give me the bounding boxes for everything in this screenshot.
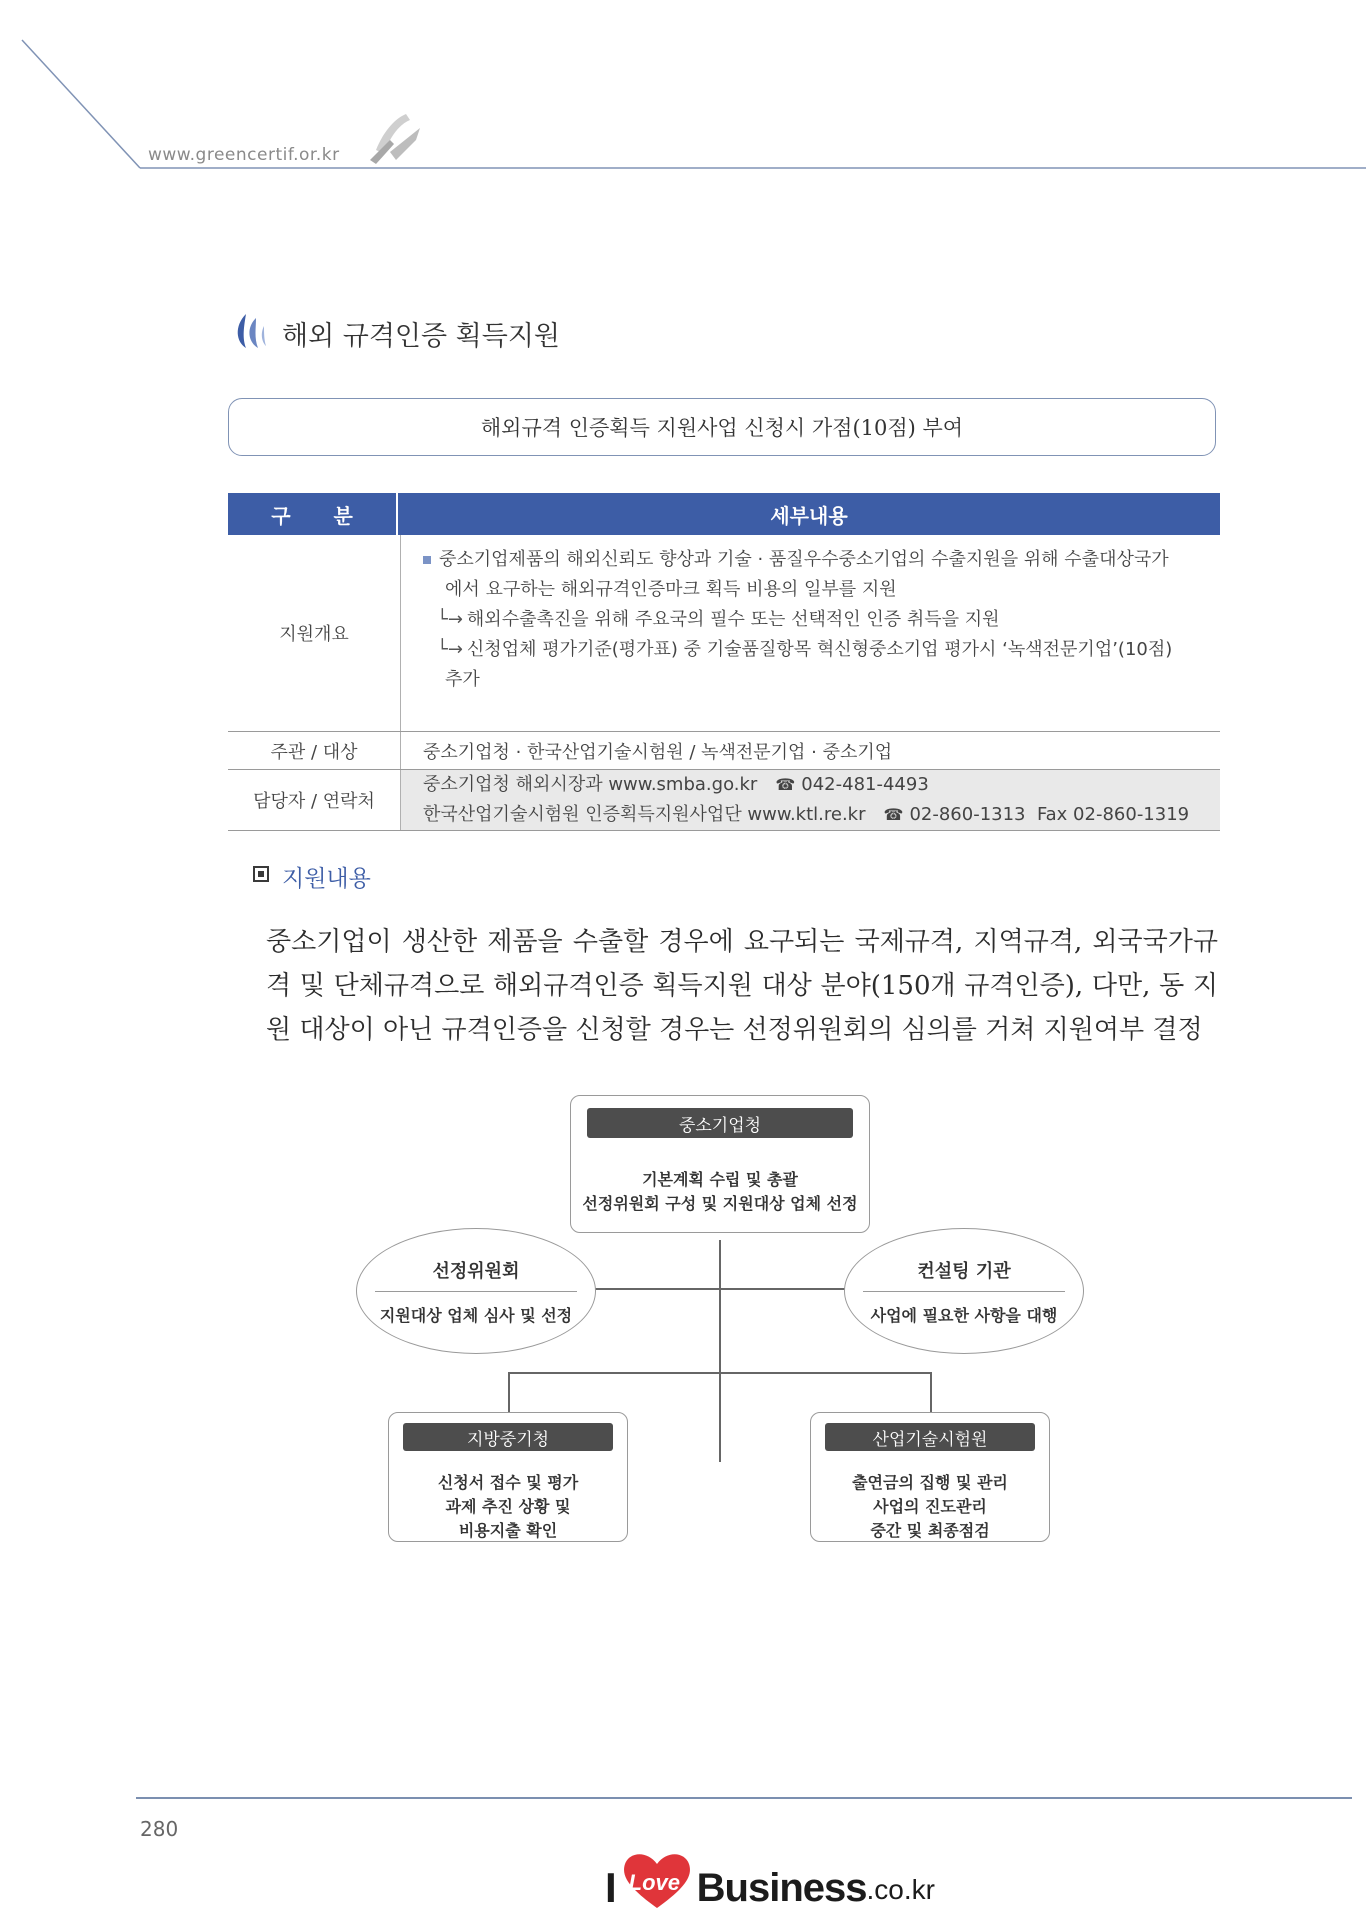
logo-love-text: Love xyxy=(628,1870,681,1895)
subsection-title: 지원내용 xyxy=(282,866,371,892)
node-text: 출연금의 집행 및 관리 xyxy=(852,1473,1008,1492)
contact-org: 중소기업청 해외시장과 www.smba.go.kr xyxy=(423,774,758,795)
node-title: 선정위원회 xyxy=(432,1261,520,1282)
diagram-node-bottom-right xyxy=(810,1412,1050,1542)
node-text: 사업에 필요한 사항을 대행 xyxy=(870,1306,1058,1325)
sub-arrow-icon: └→ xyxy=(437,609,463,630)
contact-tel: 042-481-4493 xyxy=(801,774,929,795)
ribbon-logo-icon xyxy=(366,110,422,166)
heart-icon xyxy=(621,1850,693,1910)
node-title: 지방중기청 xyxy=(403,1423,613,1451)
node-title: 중소기업청 xyxy=(587,1108,853,1138)
footer-rule xyxy=(136,1797,1352,1799)
diagram-node-left xyxy=(356,1228,596,1354)
node-text: 사업의 진도관리 xyxy=(873,1497,987,1516)
contact-tel: 02-860-1313 xyxy=(909,804,1026,825)
table-row xyxy=(228,535,1220,732)
overview-line: 신청업체 평가기준(평가표) 중 기술품질항목 혁신형중소기업 평가시 ‘녹색전문기업’(10점) xyxy=(466,639,1173,660)
row-label: 담당자 / 연락처 xyxy=(228,770,401,830)
logo-letter: I xyxy=(605,1864,617,1911)
contact-fax: Fax 02-860-1319 xyxy=(1036,804,1190,825)
overview-line: 에서 요구하는 해외규격인증마크 획득 비용의 일부를 지원 xyxy=(445,579,897,600)
node-text: 기본계획 수립 및 총괄 xyxy=(642,1170,798,1189)
diagram-node-top xyxy=(570,1095,870,1233)
connector-line xyxy=(930,1372,932,1412)
header-url: www.greencertif.or.kr xyxy=(148,145,340,165)
node-text: 비용지출 확인 xyxy=(458,1521,558,1540)
node-text: 과제 추진 상황 및 xyxy=(445,1497,571,1516)
row-label: 주관 / 대상 xyxy=(228,732,401,769)
connector-line xyxy=(719,1240,721,1462)
contact-org: 한국산업기술시험원 인증획득지원사업단 www.ktl.re.kr xyxy=(423,804,866,825)
leaf-icon xyxy=(232,312,268,352)
separator xyxy=(863,1291,1065,1292)
highlight-banner: 해외규격 인증획득 지원사업 신청시 가점(10점) 부여 xyxy=(228,398,1216,456)
connector-line xyxy=(508,1372,932,1374)
row-content: 중소기업청 · 한국산업기술시험원 / 녹색전문기업 · 중소기업 xyxy=(423,741,893,763)
sub-arrow-icon: └→ xyxy=(437,639,463,660)
page-number: 280 xyxy=(140,1817,179,1841)
info-table xyxy=(228,493,1220,831)
logo-domain-text: .co.kr xyxy=(866,1874,935,1905)
section-title: 해외 규격인증 획득지원 xyxy=(282,321,560,352)
table-row xyxy=(228,770,1220,831)
overview-line: 추가 xyxy=(445,669,480,690)
overview-line: 해외수출촉진을 위해 주요국의 필수 또는 선택적인 인증 취득을 지원 xyxy=(466,609,1000,630)
row-label: 지원개요 xyxy=(228,535,401,731)
connector-line xyxy=(595,1288,845,1290)
logo-business-text: Business xyxy=(696,1866,867,1910)
diagram-node-bottom-left xyxy=(388,1412,628,1542)
footer-logo xyxy=(605,1850,935,1910)
phone-icon: ☎ xyxy=(775,775,796,794)
node-text: 신청서 접수 및 평가 xyxy=(437,1473,579,1492)
diagram-node-right xyxy=(844,1228,1084,1354)
square-bullet-icon xyxy=(423,556,431,564)
table-row xyxy=(228,732,1220,770)
overview-line: 중소기업제품의 해외신뢰도 향상과 기술 · 품질우수중소기업의 수출지원을 위해 수출대상국가 xyxy=(439,549,1169,570)
node-title: 산업기술시험원 xyxy=(825,1423,1035,1451)
table-header-details: 세부내용 xyxy=(770,503,848,528)
table-header-category: 구 분 xyxy=(228,493,398,535)
body-paragraph: 중소기업이 생산한 제품을 수출할 경우에 요구되는 국제규격, 지역규격, 외국국가규격 및 단체규격으로 해외규격인증 획득지원 대상 분야(150개 규격인증), 다만, 동 지원 대상이 아닌 규격인증을 신청할 경우는 선정위원회의 심의를 거쳐 지원여부 결정 xyxy=(266,927,1218,1045)
row-content xyxy=(401,770,1220,830)
table-header xyxy=(228,493,1220,535)
connector-line xyxy=(508,1372,510,1412)
phone-icon: ☎ xyxy=(883,805,904,824)
row-content xyxy=(401,535,1220,731)
org-diagram xyxy=(350,1090,1070,1590)
node-text: 선정위원회 구성 및 지원대상 업체 선정 xyxy=(582,1194,858,1213)
square-bullet-icon xyxy=(253,866,269,882)
node-title: 컨설팅 기관 xyxy=(917,1261,1011,1282)
node-text: 지원대상 업체 심사 및 선정 xyxy=(379,1306,573,1325)
separator xyxy=(375,1291,577,1292)
node-text: 중간 및 최종점검 xyxy=(870,1521,990,1540)
